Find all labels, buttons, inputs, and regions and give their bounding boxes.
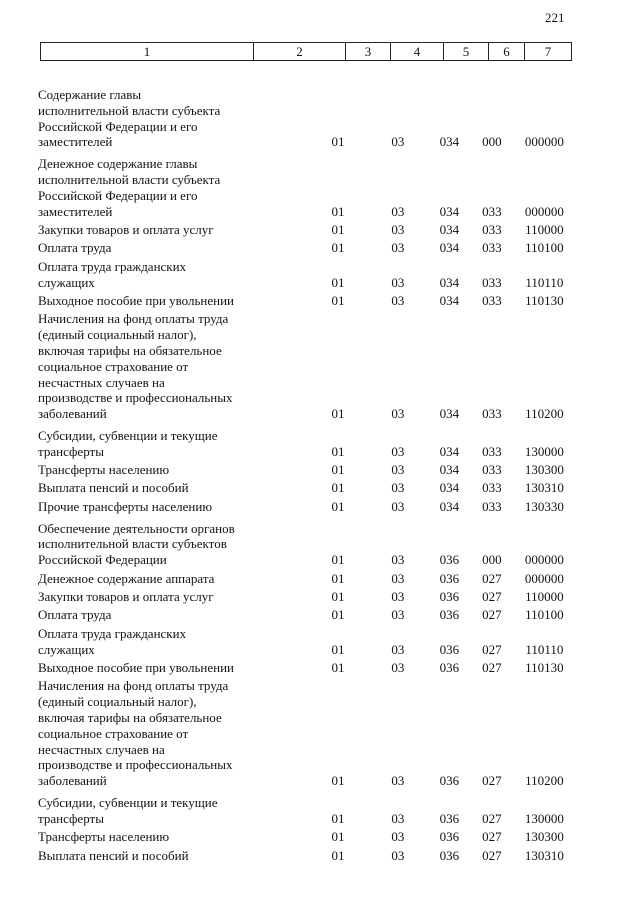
code-col-7: 000000 [524, 552, 564, 568]
table-row [38, 156, 578, 219]
code-col-4: 03 [391, 810, 405, 826]
code-col-3: 01 [331, 221, 345, 237]
table-row [38, 480, 578, 496]
header-col-1: 1 [41, 43, 254, 61]
code-col-3: 01 [331, 292, 345, 308]
header-col-2: 2 [254, 43, 346, 61]
code-col-3: 01 [331, 607, 345, 623]
row-name: Трансферты населению [38, 829, 170, 845]
column-header-table [40, 42, 572, 61]
code-col-7: 110130 [525, 292, 564, 308]
code-col-4: 03 [391, 462, 405, 478]
code-col-3: 01 [331, 552, 345, 568]
code-col-6: 000 [482, 134, 502, 150]
code-col-4: 03 [391, 829, 405, 845]
table-row [38, 626, 578, 658]
row-name: Субсидии, субвенции и текущие трансферты [38, 427, 218, 459]
code-col-6: 033 [482, 406, 502, 422]
code-col-6: 027 [482, 829, 502, 845]
code-col-4: 03 [391, 134, 405, 150]
row-name: Субсидии, субвенции и текущие трансферты [38, 794, 218, 826]
row-name: Оплата труда [38, 607, 112, 623]
code-col-6: 033 [482, 203, 502, 219]
code-col-3: 01 [331, 641, 345, 657]
code-col-5: 034 [439, 292, 460, 308]
code-col-4: 03 [391, 203, 405, 219]
row-name: Выплата пенсий и пособий [38, 480, 189, 496]
row-name: Закупки товаров и оплата услуг [38, 589, 214, 605]
code-col-5: 036 [439, 570, 460, 586]
code-col-4: 03 [391, 443, 405, 459]
code-col-5: 036 [439, 773, 460, 789]
code-col-4: 03 [391, 552, 405, 568]
table-row [38, 848, 578, 864]
code-col-6: 033 [482, 274, 502, 290]
code-col-7: 110200 [525, 406, 564, 422]
row-name: Выходное пособие при увольнении [38, 292, 234, 308]
code-col-4: 03 [391, 660, 405, 676]
code-col-3: 01 [331, 847, 345, 863]
code-col-5: 034 [439, 274, 460, 290]
header-col-7: 7 [525, 43, 572, 61]
code-col-4: 03 [391, 641, 405, 657]
code-col-6: 027 [482, 810, 502, 826]
code-col-5: 034 [439, 134, 460, 150]
code-col-3: 01 [331, 810, 345, 826]
table-row [38, 311, 578, 422]
code-col-6: 033 [482, 443, 502, 459]
code-col-3: 01 [331, 773, 345, 789]
code-col-7: 130300 [524, 462, 564, 478]
code-col-5: 034 [439, 240, 460, 256]
code-col-5: 034 [439, 480, 460, 496]
table-row [38, 87, 578, 150]
code-col-4: 03 [391, 292, 405, 308]
code-col-5: 034 [439, 462, 460, 478]
code-col-7: 130300 [524, 829, 564, 845]
header-col-5: 5 [444, 43, 489, 61]
table-row [38, 521, 578, 568]
code-col-4: 03 [391, 274, 405, 290]
code-col-6: 027 [482, 607, 502, 623]
code-col-4: 03 [391, 773, 405, 789]
code-col-7: 130330 [524, 498, 564, 514]
table-row [38, 571, 578, 587]
code-col-5: 036 [439, 641, 460, 657]
code-col-7: 130000 [524, 810, 564, 826]
code-col-4: 03 [391, 607, 405, 623]
code-col-3: 01 [331, 829, 345, 845]
table-row [38, 222, 578, 238]
code-col-4: 03 [391, 589, 405, 605]
code-col-3: 01 [331, 498, 345, 514]
budget-rows [38, 87, 578, 866]
code-col-5: 036 [439, 847, 460, 863]
code-col-3: 01 [331, 274, 345, 290]
row-name: Содержание главы исполнительной власти субъекта Российской Федерации и его заместителей [38, 87, 221, 150]
code-col-4: 03 [391, 240, 405, 256]
header-col-6: 6 [489, 43, 525, 61]
row-name: Выходное пособие при увольнении [38, 660, 234, 676]
code-col-5: 036 [439, 810, 460, 826]
code-col-6: 027 [482, 570, 502, 586]
code-col-3: 01 [331, 443, 345, 459]
code-col-3: 01 [331, 203, 345, 219]
code-col-5: 036 [439, 607, 460, 623]
code-col-5: 036 [439, 589, 460, 605]
code-col-3: 01 [331, 406, 345, 422]
code-col-6: 033 [482, 221, 502, 237]
code-col-6: 033 [482, 292, 502, 308]
table-row [38, 829, 578, 845]
table-row [38, 678, 578, 789]
code-col-7: 000000 [524, 203, 564, 219]
row-name: Денежное содержание аппарата [38, 570, 215, 586]
code-col-5: 036 [439, 660, 460, 676]
page-number: 221 [545, 10, 565, 25]
code-col-7: 110110 [525, 641, 564, 657]
code-col-7: 110100 [525, 607, 564, 623]
table-row [38, 428, 578, 460]
header-col-4: 4 [391, 43, 444, 61]
code-col-6: 027 [482, 660, 502, 676]
code-col-4: 03 [391, 847, 405, 863]
code-col-7: 000000 [524, 570, 564, 586]
code-col-6: 000 [482, 552, 502, 568]
header-col-3: 3 [346, 43, 391, 61]
code-col-3: 01 [331, 462, 345, 478]
code-col-4: 03 [391, 480, 405, 496]
code-col-7: 110100 [525, 240, 564, 256]
code-col-7: 000000 [524, 134, 564, 150]
row-name: Оплата труда гражданских служащих [38, 258, 187, 290]
row-name: Начисления на фонд оплаты труда (единый социальный налог), включая тарифы на обязательное социальное страхование от несчастных случаев на производстве и профессиональных заболеваний [38, 678, 233, 789]
table-row [38, 607, 578, 623]
code-col-7: 130000 [524, 443, 564, 459]
code-col-5: 034 [439, 498, 460, 514]
code-col-6: 027 [482, 589, 502, 605]
code-col-7: 110000 [525, 221, 564, 237]
code-col-4: 03 [391, 221, 405, 237]
row-name: Выплата пенсий и пособий [38, 847, 189, 863]
table-row [38, 240, 578, 256]
code-col-3: 01 [331, 240, 345, 256]
code-col-6: 033 [482, 498, 502, 514]
code-col-3: 01 [331, 660, 345, 676]
table-row [38, 462, 578, 478]
code-col-5: 034 [439, 221, 460, 237]
code-col-3: 01 [331, 134, 345, 150]
code-col-5: 034 [439, 203, 460, 219]
code-col-6: 033 [482, 462, 502, 478]
code-col-3: 01 [331, 589, 345, 605]
code-col-4: 03 [391, 406, 405, 422]
row-name: Оплата труда [38, 240, 112, 256]
code-col-7: 110110 [525, 274, 564, 290]
code-col-6: 027 [482, 773, 502, 789]
code-col-6: 027 [482, 847, 502, 863]
code-col-6: 033 [482, 480, 502, 496]
row-name: Трансферты населению [38, 462, 170, 478]
row-name: Денежное содержание главы исполнительной власти субъекта Российской Федерации и его заместителей [38, 156, 221, 219]
code-col-6: 027 [482, 641, 502, 657]
code-col-3: 01 [331, 480, 345, 496]
code-col-5: 036 [439, 829, 460, 845]
code-col-7: 130310 [524, 847, 564, 863]
code-col-4: 03 [391, 498, 405, 514]
code-col-7: 110000 [525, 589, 564, 605]
row-name: Обеспечение деятельности органов исполнительной власти субъектов Российской Федерации [38, 520, 235, 568]
table-row [38, 293, 578, 309]
table-row [38, 795, 578, 827]
code-col-7: 110200 [525, 773, 564, 789]
row-name: Прочие трансферты населению [38, 498, 213, 514]
code-col-3: 01 [331, 570, 345, 586]
code-col-5: 036 [439, 552, 460, 568]
code-col-5: 034 [439, 443, 460, 459]
code-col-7: 130310 [524, 480, 564, 496]
code-col-4: 03 [391, 570, 405, 586]
table-row [38, 660, 578, 676]
table-row [38, 259, 578, 291]
code-col-5: 034 [439, 406, 460, 422]
row-name: Начисления на фонд оплаты труда (единый социальный налог), включая тарифы на обязательное социальное страхование от несчастных случаев на производстве и профессиональных заболеваний [38, 311, 233, 422]
table-row [38, 589, 578, 605]
table-row [38, 499, 578, 515]
code-col-7: 110130 [525, 660, 564, 676]
code-col-6: 033 [482, 240, 502, 256]
row-name: Оплата труда гражданских служащих [38, 625, 187, 657]
row-name: Закупки товаров и оплата услуг [38, 221, 214, 237]
